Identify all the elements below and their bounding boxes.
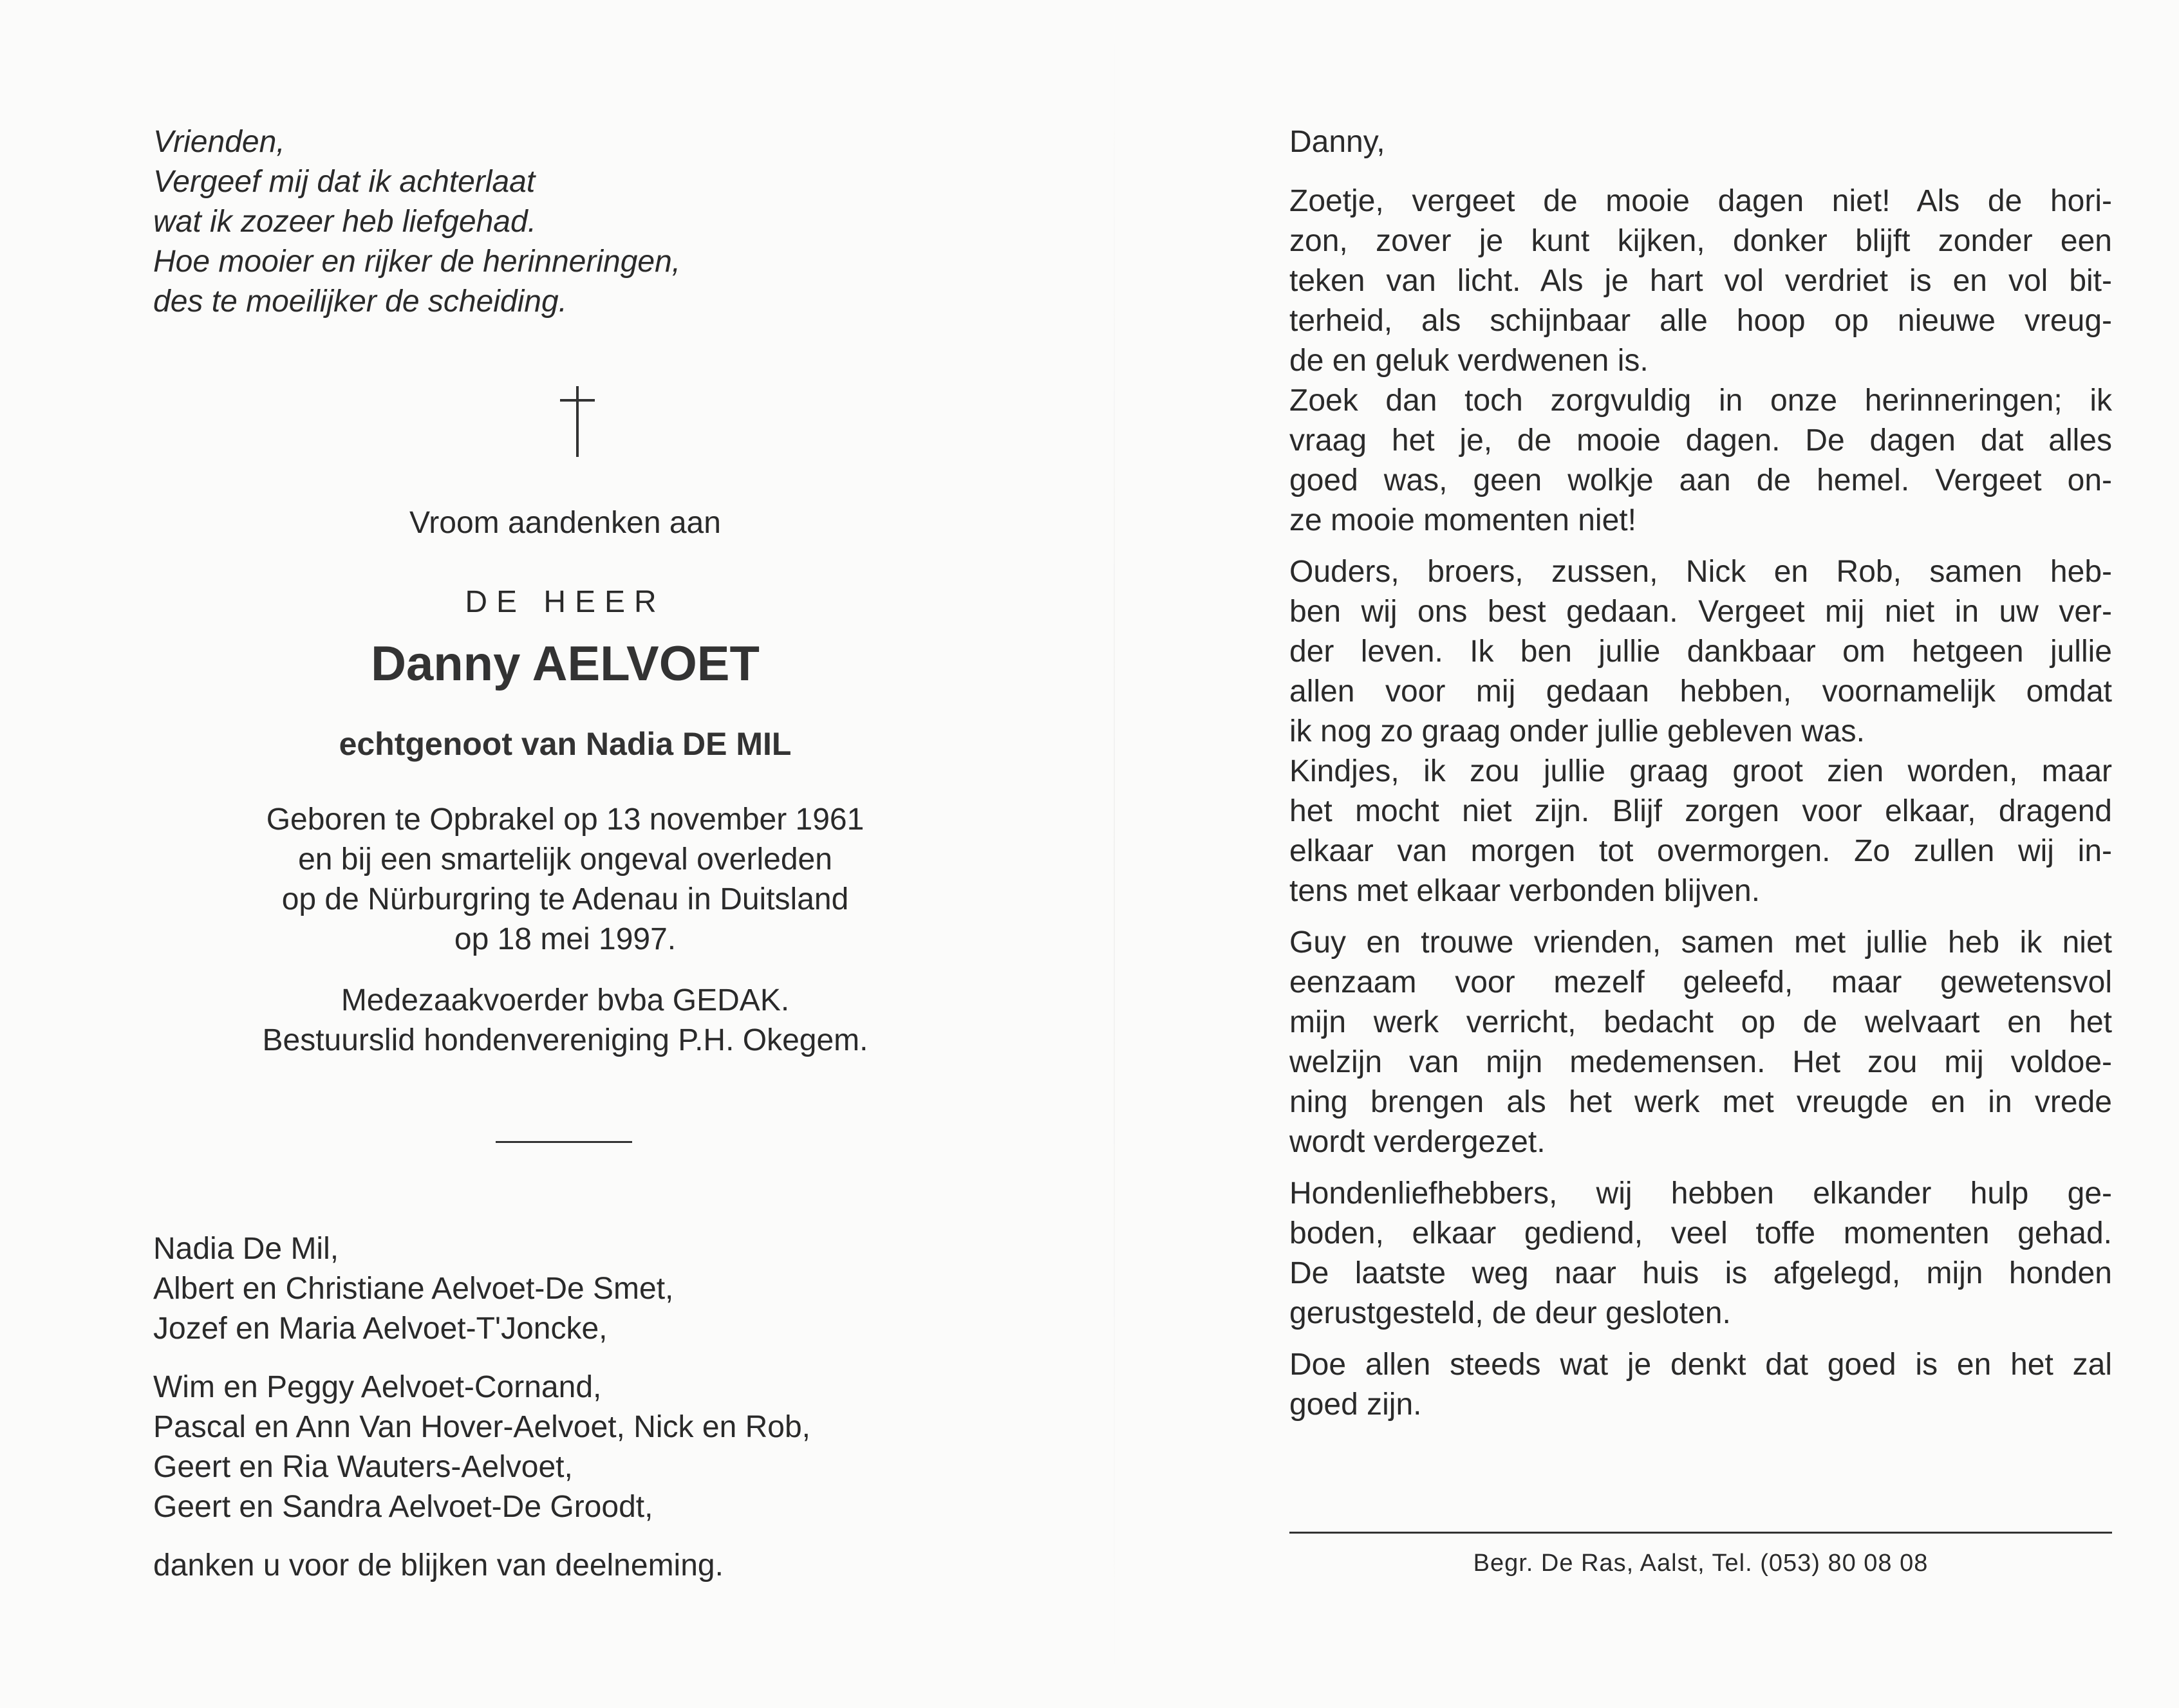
footer-divider	[1289, 1532, 2112, 1534]
letter-line: het mocht niet zijn. Blijf zorgen voor elkaar, dragend	[1289, 794, 2112, 828]
letter-paragraph	[1289, 1174, 2112, 1333]
poem	[153, 122, 977, 322]
roles	[153, 981, 977, 1061]
letter-line: De laatste weg naar huis is afgelegd, mijn honden	[1289, 1256, 2112, 1290]
letter-line: elkaar van morgen tot overmorgen. Zo zullen wij in-	[1289, 834, 2112, 868]
letter-line: allen voor mij gedaan hebben, voornamelijk omdat	[1289, 674, 2112, 709]
poem-line: Vergeef mij dat ik achterlaat	[153, 165, 536, 199]
letter-line: Doe allen steeds wat je denkt dat goed is en het zal	[1289, 1348, 2112, 1382]
family-line: Pascal en Ann Van Hover-Aelvoet, Nick en Rob,	[153, 1410, 810, 1444]
letter-line: welzijn van mijn medemensen. Het zou mij voldoe-	[1289, 1045, 2112, 1079]
letter-paragraph	[1289, 923, 2112, 1162]
letter	[1289, 122, 2112, 1436]
card-fold	[1114, 0, 1115, 1708]
divider	[496, 1141, 632, 1143]
role-line: Bestuurslid hondenvereniging P.H. Okegem.	[262, 1023, 868, 1057]
family-line: Nadia De Mil,	[153, 1232, 339, 1266]
poem-line: des te moeilijker de scheiding.	[153, 284, 568, 319]
letter-line: ze mooie momenten niet!	[1289, 503, 1636, 537]
detail-line: op 18 mei 1997.	[454, 922, 677, 956]
letter-line: Zoek dan toch zorgvuldig in onze herinneringen; ik	[1289, 384, 2112, 418]
spouse-line: echtgenoot van Nadia DE MIL	[339, 726, 792, 762]
role-line: Medezaakvoerder bvba GEDAK.	[341, 983, 790, 1017]
family-group	[153, 1368, 990, 1527]
letter-line: gerustgesteld, de deur gesloten.	[1289, 1296, 1731, 1330]
letter-line: der leven. Ik ben jullie dankbaar om hetgeen jullie	[1289, 635, 2112, 669]
poem-title: Vrienden,	[153, 125, 285, 159]
letter-greeting: Danny,	[1289, 125, 1385, 159]
cross-icon	[560, 386, 595, 457]
letter-line: ben wij ons best gedaan. Vergeet mij niet in uw ver-	[1289, 595, 2112, 629]
letter-line: goed zijn.	[1289, 1388, 1422, 1422]
letter-line: boden, elkaar gediend, veel toffe momenten gehad.	[1289, 1216, 2112, 1250]
letter-line: Guy en trouwe vrienden, samen met jullie heb ik niet	[1289, 925, 2112, 960]
letter-line: de en geluk verdwenen is.	[1289, 344, 1649, 378]
letter-line: terheid, als schijnbaar alle hoop op nieuwe vreug-	[1289, 304, 2112, 338]
letter-line: ik nog zo graag onder jullie gebleven was.	[1289, 714, 1865, 748]
family-line: Jozef en Maria Aelvoet-T'Joncke,	[153, 1312, 608, 1346]
thanks-line: danken u voor de blijken van deelneming.	[153, 1548, 724, 1583]
letter-line: wordt verdergezet.	[1289, 1125, 1546, 1159]
birth-death-details	[153, 800, 977, 960]
detail-line: Geboren te Opbrakel op 13 november 1961	[266, 803, 865, 837]
letter-line: vraag het je, de mooie dagen. De dagen dat alles	[1289, 423, 2112, 458]
letter-line: zon, zover je kunt kijken, donker blijft zonder een	[1289, 224, 2112, 258]
family-group	[153, 1229, 990, 1349]
detail-line: en bij een smartelijk ongeval overleden	[298, 842, 832, 877]
poem-line: Hoe mooier en rijker de herinneringen,	[153, 245, 681, 279]
poem-line: wat ik zozeer heb liefgehad.	[153, 205, 537, 239]
letter-line: goed was, geen wolkje aan de hemel. Vergeet on-	[1289, 463, 2112, 497]
letter-line: teken van licht. Als je hart vol verdriet is en vol bit-	[1289, 264, 2112, 298]
family-line: Wim en Peggy Aelvoet-Cornand,	[153, 1370, 602, 1404]
letter-line: tens met elkaar verbonden blijven.	[1289, 874, 1761, 908]
letter-line: Hondenliefhebbers, wij hebben elkander hulp ge-	[1289, 1176, 2112, 1211]
memorial-intro: Vroom aandenken aan	[409, 506, 721, 540]
family-line: Geert en Sandra Aelvoet-De Groodt,	[153, 1490, 653, 1524]
letter-line: Zoetje, vergeet de mooie dagen niet! Als de hori-	[1289, 184, 2112, 218]
letter-line: mijn werk verricht, bedacht op de welvaart en het	[1289, 1005, 2112, 1039]
family-line: Albert en Christiane Aelvoet-De Smet,	[153, 1272, 674, 1306]
letter-paragraph	[1289, 1345, 2112, 1425]
letter-line: Kindjes, ik zou jullie graag groot zien worden, maar	[1289, 754, 2112, 788]
printer-credit: Begr. De Ras, Aalst, Tel. (053) 80 08 08	[1473, 1550, 1929, 1577]
deceased-name: Danny AELVOET	[371, 636, 760, 691]
letter-paragraph	[1289, 181, 2112, 541]
family-line: Geert en Ria Wauters-Aelvoet,	[153, 1450, 573, 1484]
letter-line: eenzaam voor mezelf geleefd, maar gewetensvol	[1289, 965, 2112, 999]
detail-line: op de Nürburgring te Adenau in Duitsland	[281, 882, 849, 916]
honorific: DE HEER	[465, 585, 666, 619]
letter-paragraph	[1289, 552, 2112, 911]
letter-line: ning brengen als het werk met vreugde en in vrede	[1289, 1085, 2112, 1119]
letter-line: Ouders, broers, zussen, Nick en Rob, samen heb-	[1289, 555, 2112, 589]
